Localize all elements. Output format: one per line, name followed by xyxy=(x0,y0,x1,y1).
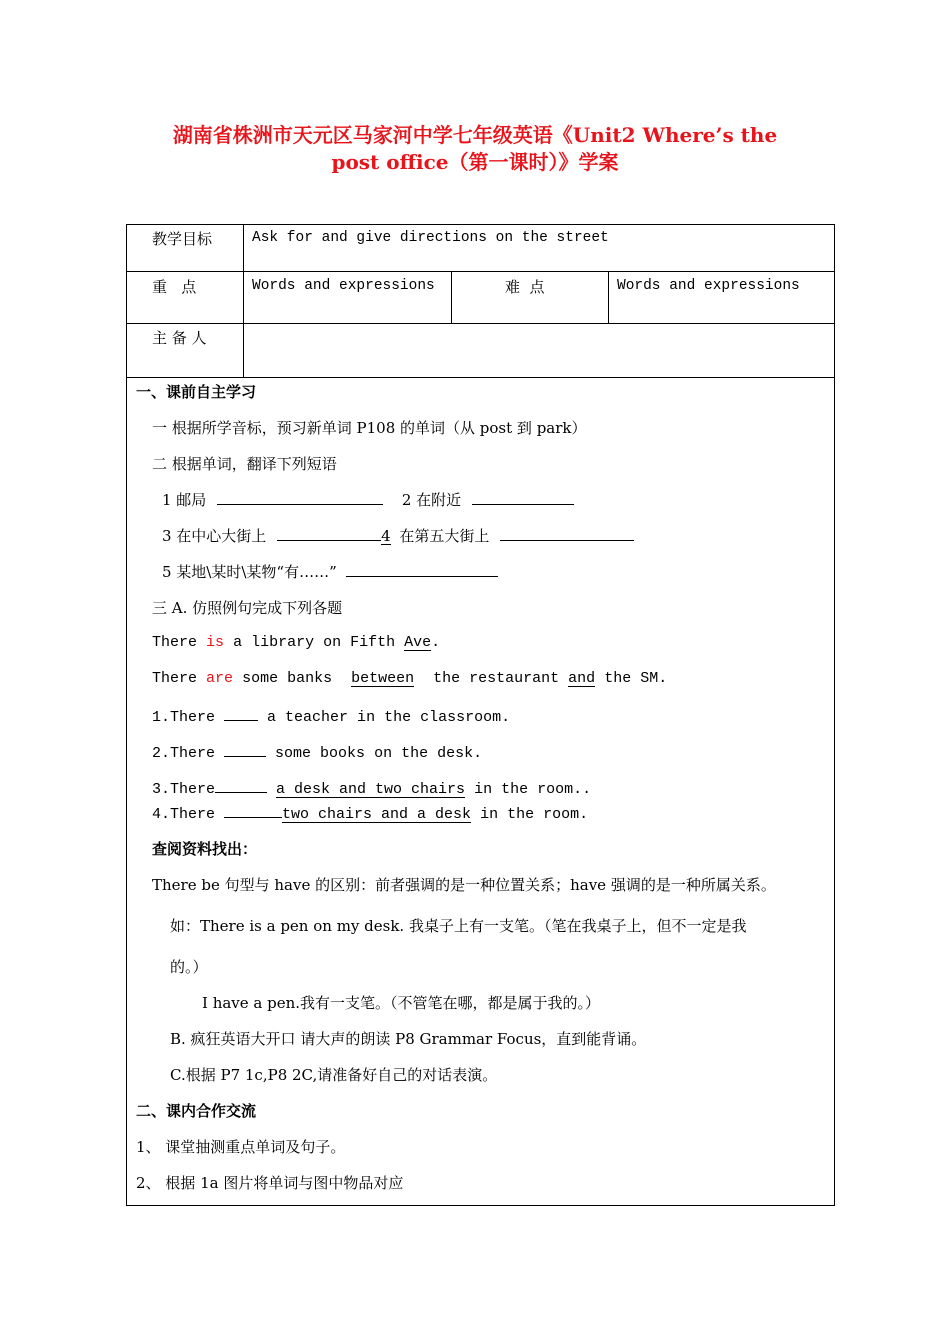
table-border-top xyxy=(126,224,835,225)
goal-label: 教学目标 xyxy=(152,230,213,248)
question-2-blank[interactable] xyxy=(224,742,266,757)
key-value: Words and expressions xyxy=(252,278,435,294)
phrase-2-label: 2 在附近 xyxy=(401,491,462,509)
phrase-5-blank[interactable] xyxy=(346,562,498,577)
section-2-item-2: 2、 根据 1a 图片将单词与图中物品对应 xyxy=(136,1174,404,1192)
phrase-4-label: 在第五大街上 xyxy=(399,527,490,545)
section-1-heading: 一、课前自主学习 xyxy=(136,383,257,401)
there-be-rule: There be 句型与 have 的区别：前者强调的是一种位置关系；have 强调的是一种所属关系。 xyxy=(152,876,776,894)
dialogue-task: C.根据 P7 1c,P8 2C,请准备好自己的对话表演。 xyxy=(170,1066,498,1084)
example-2-underlined: and xyxy=(568,670,596,687)
phrase-3-blank[interactable] xyxy=(277,526,381,541)
table-column-divider xyxy=(451,271,452,324)
question-3-underlined: a desk and two chairs xyxy=(276,781,466,798)
preparer-label: 主 备 人 xyxy=(152,329,207,347)
question-1 xyxy=(152,706,510,726)
phrase-1-blank[interactable] xyxy=(217,490,383,505)
table-divider xyxy=(126,377,835,378)
title-line-1: 湖南省株洲市天元区马家河中学七年级英语《Unit2 Where’s the xyxy=(172,123,778,147)
question-1-text: a teacher in the classroom. xyxy=(267,709,511,726)
question-1-text: 1.There xyxy=(152,709,216,726)
goal-value: Ask for and give directions on the street xyxy=(252,230,609,246)
example-have: I have a pen.我有一支笔。（不管笔在哪，都是属于我的。） xyxy=(202,994,601,1012)
table-border-bottom xyxy=(126,1205,835,1206)
section-2-heading: 二、课内合作交流 xyxy=(136,1102,257,1120)
phrase-5 xyxy=(162,561,498,582)
question-3-text: 3.There xyxy=(152,781,216,798)
example-sentence-1 xyxy=(152,634,440,651)
table-divider xyxy=(126,271,835,272)
question-4-underlined: two chairs and a desk xyxy=(282,806,472,823)
example-2-underlined: between xyxy=(351,670,415,687)
example-1-text: There xyxy=(152,634,198,651)
question-1-blank[interactable] xyxy=(224,706,258,721)
question-4-blank[interactable] xyxy=(224,803,282,818)
question-4-text: in the room. xyxy=(480,806,589,823)
table-column-divider xyxy=(608,271,609,324)
question-4 xyxy=(152,803,588,823)
example-1-text: a library on Fifth xyxy=(233,634,396,651)
example-sentence-2 xyxy=(152,670,667,687)
table-border-left xyxy=(126,224,127,1206)
example-2-text: There xyxy=(152,670,198,687)
title-line-2: post office（第一课时）》学案 xyxy=(331,150,619,174)
example-1-text: . xyxy=(431,634,441,651)
question-2-text: some books on the desk. xyxy=(275,745,483,762)
key-label: 重 点 xyxy=(152,278,197,296)
difficulty-label: 难 点 xyxy=(505,278,545,296)
example-1-verb: is xyxy=(206,634,225,651)
example-there-is-continued: 的。） xyxy=(170,958,208,976)
phrase-4-number: 4 xyxy=(381,527,391,545)
table-divider xyxy=(126,323,835,324)
question-2-text: 2.There xyxy=(152,745,216,762)
phrase-1 xyxy=(162,489,574,510)
example-2-text: some banks xyxy=(242,670,333,687)
reading-task: B. 疯狂英语大开口 请大声的朗读 P8 Grammar Focus，直到能背诵。 xyxy=(170,1030,647,1048)
phrase-5-label: 5 某地\某时\某物“有……” xyxy=(162,563,337,581)
question-4-text: 4.There xyxy=(152,806,216,823)
section-2-item-1: 1、 课堂抽测重点单词及句子。 xyxy=(136,1138,346,1156)
difficulty-value: Words and expressions xyxy=(617,278,800,294)
example-2-text: the SM. xyxy=(604,670,668,687)
table-border-right xyxy=(834,224,835,1206)
phrase-3 xyxy=(162,525,634,546)
lookup-heading: 查阅资料找出： xyxy=(152,840,258,858)
example-there-is: 如：There is a pen on my desk. 我桌子上有一支笔。（笔在我桌子上，但不一定是我 xyxy=(170,917,747,935)
example-2-text: the restaurant xyxy=(433,670,560,687)
example-1-underlined: Ave xyxy=(404,634,432,651)
phrase-3-label: 3 在中心大街上 xyxy=(162,527,267,545)
page-title xyxy=(100,122,850,176)
preview-instruction: 一 根据所学音标，预习新单词 P108 的单词（从 post 到 park） xyxy=(152,419,587,437)
question-2 xyxy=(152,742,482,762)
phrase-1-label: 1 邮局 xyxy=(162,491,207,509)
phrase-4-blank[interactable] xyxy=(500,526,634,541)
imitate-instruction: 三 A. 仿照例句完成下列各题 xyxy=(152,599,343,617)
table-column-divider xyxy=(243,224,244,378)
question-3 xyxy=(152,778,591,798)
example-2-verb: are xyxy=(206,670,234,687)
phrase-2-blank[interactable] xyxy=(472,490,574,505)
translate-instruction: 二 根据单词，翻译下列短语 xyxy=(152,455,337,473)
question-3-blank[interactable] xyxy=(215,778,267,793)
question-3-text: in the room.. xyxy=(474,781,592,798)
